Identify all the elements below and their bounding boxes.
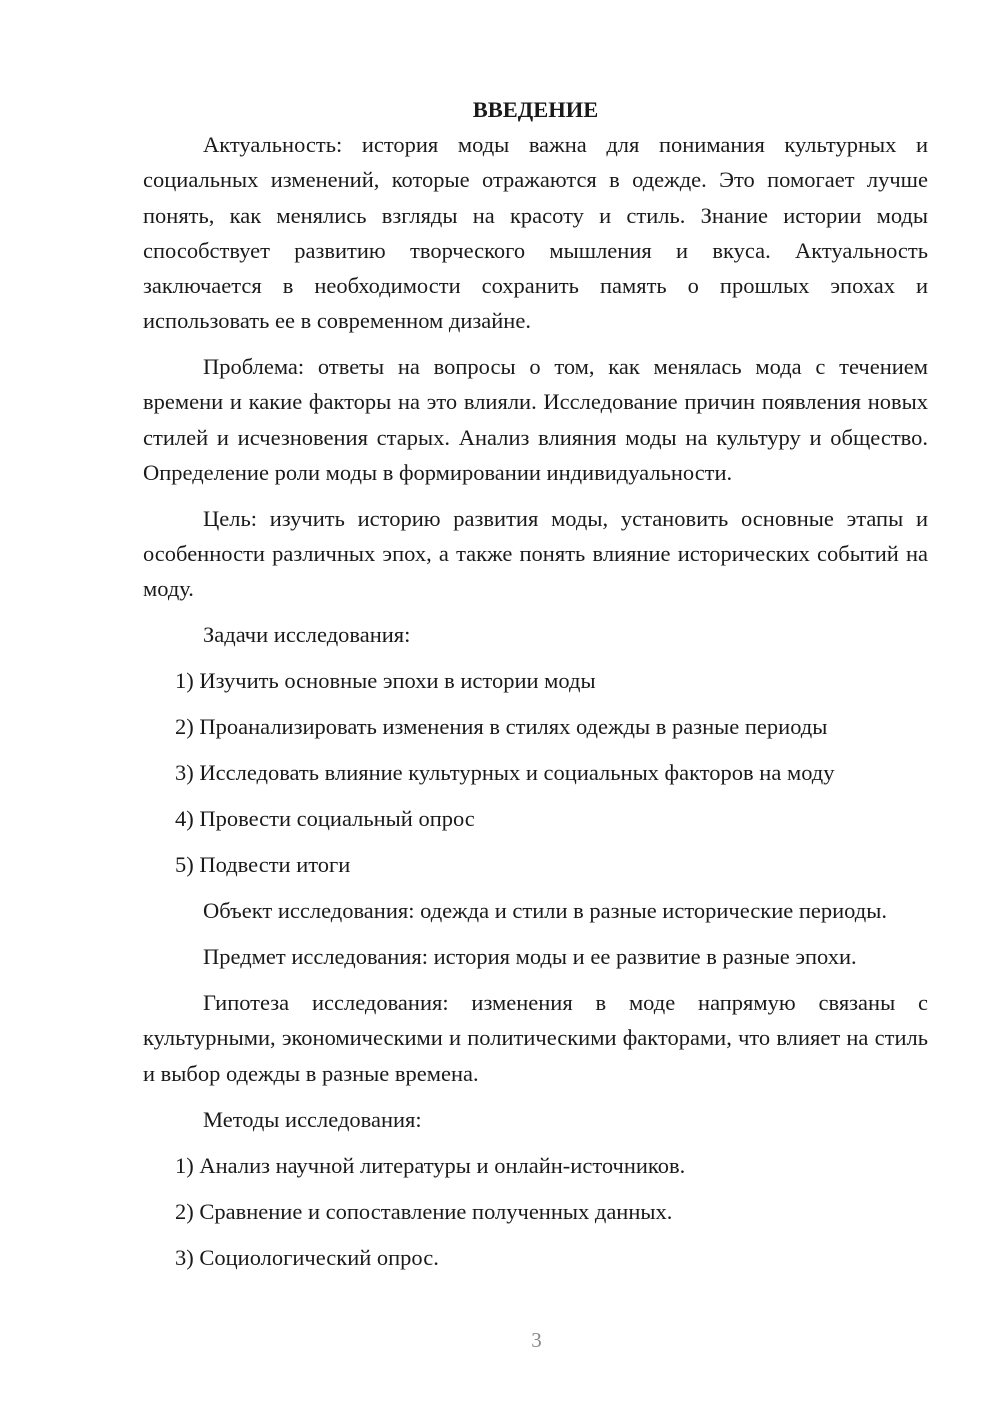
task-item: 5) Подвести итоги <box>175 852 351 878</box>
actuality-paragraph: Актуальность: история моды важна для понимания культурных и социальных изменений, которые отражаются в одежде. Это помогает лучше понять, как менялись взгляды на красоту и стиль. Знание истории моды способствует развитию творческого мышления и вкуса. Актуальность заключается в необходимости сохранить память о прошлых эпохах и использовать ее в современном дизайне. <box>143 132 928 334</box>
method-item: 1) Анализ научной литературы и онлайн-источников. <box>175 1152 686 1178</box>
task-item: 2) Проанализировать изменения в стилях одежды в разные периоды <box>175 714 828 740</box>
method-item: 3) Социологический опрос. <box>175 1244 439 1270</box>
task-item: 1) Изучить основные эпохи в истории моды <box>175 668 596 694</box>
methods-heading: Методы исследования: <box>203 1106 422 1132</box>
page-number: 3 <box>531 1328 542 1352</box>
tasks-heading: Задачи исследования: <box>203 622 411 648</box>
page-title: ВВЕДЕНИЕ <box>472 97 599 122</box>
hypothesis-paragraph: Гипотеза исследования: изменения в моде напрямую связаны с культурными, экономическими и политическими факторами, что влияет на стиль и выбор одежды в разные времена. <box>143 990 928 1086</box>
task-item: 4) Провести социальный опрос <box>175 806 475 832</box>
subject-paragraph: Предмет исследования: история моды и ее развитие в разные эпохи. <box>203 944 857 970</box>
object-paragraph: Объект исследования: одежда и стили в разные исторические периоды. <box>203 898 887 924</box>
problem-paragraph: Проблема: ответы на вопросы о том, как менялась мода с течением времени и какие факторы на это влияли. Исследование причин появления новых стилей и исчезновения старых. Анализ влияния моды на культуру и общество. Определение роли моды в формировании индивидуальности. <box>143 354 928 485</box>
document-page <box>143 92 928 1286</box>
goal-paragraph: Цель: изучить историю развития моды, установить основные этапы и особенности различных эпох, а также понять влияние исторических событий на моду. <box>143 505 928 602</box>
task-item: 3) Исследовать влияние культурных и социальных факторов на моду <box>175 760 835 786</box>
method-item: 2) Сравнение и сопоставление полученных данных. <box>175 1198 673 1224</box>
